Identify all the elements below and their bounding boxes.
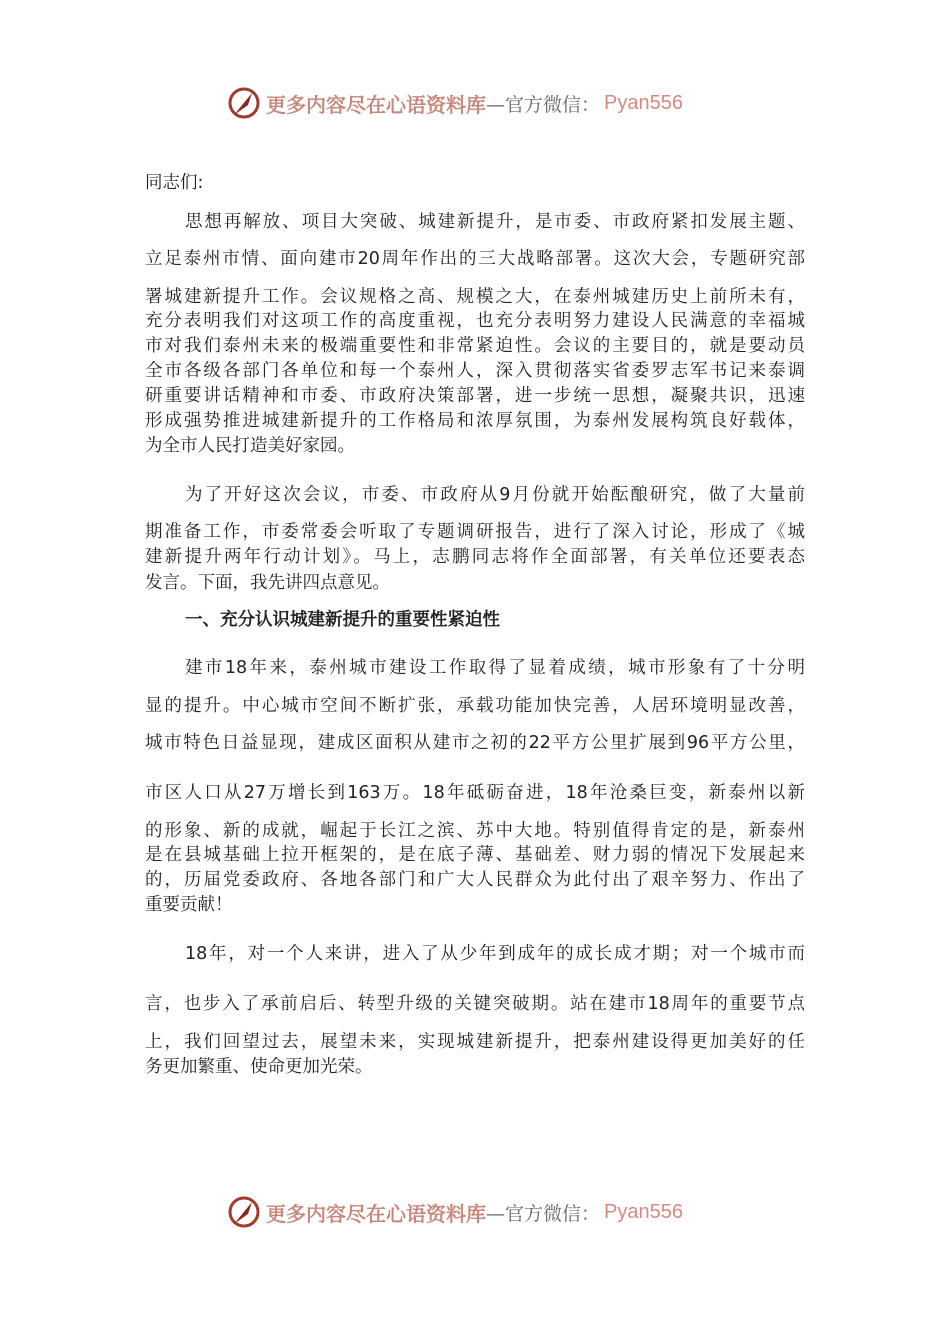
paragraph-line: 全市各级各部门各单位和每一个泰州人，深入贯彻落实省委罗志军书记来泰调 xyxy=(145,361,805,381)
banner-wechat-id: Pyan556 xyxy=(604,1200,683,1223)
paragraph-line: 城市特色日益显现，建成区面积从建市之初的22平方公里扩展到96平方公里， xyxy=(145,733,805,753)
paragraph-line: 的，历届党委政府、各地各部门和广大人民群众为此付出了艰辛努力、作出了 xyxy=(145,870,805,890)
paragraph-line: 言，也步入了承前启后、转型升级的关键突破期。站在建市18周年的重要节点 xyxy=(145,994,805,1014)
paragraph-line: 市区人口从27万增长到163万。18年砥砺奋进，18年沧桑巨变，新泰州以新 xyxy=(145,783,805,803)
footer-banner xyxy=(226,1192,716,1232)
paragraph-line: 的形象、新的成就，崛起于长江之滨、苏中大地。特别值得肯定的是，新泰州 xyxy=(145,821,805,841)
banner-wechat-label: —官方微信： xyxy=(486,1202,601,1225)
quill-logo-icon xyxy=(226,85,262,121)
paragraph-line: 充分表明我们对这项工作的高度重视，也充分表明努力建设人民满意的幸福城 xyxy=(145,311,805,331)
paragraph-line: 研重要讲话精神和市委、市政府决策部署，进一步统一思想，凝聚共识，迅速 xyxy=(145,386,805,406)
paragraph-line: 思想再解放、项目大突破、城建新提升，是市委、市政府紧扣发展主题、 xyxy=(185,212,805,232)
banner-wechat-id: Pyan556 xyxy=(604,91,683,114)
paragraph-line: 18年，对一个人来讲，进入了从少年到成年的成长成才期；对一个城市而 xyxy=(185,944,805,964)
banner-text: 更多内容尽在心语资料库 xyxy=(266,1201,486,1226)
salutation: 同志们: xyxy=(145,173,204,193)
banner-text: 更多内容尽在心语资料库 xyxy=(266,92,486,117)
paragraph-line: 署城建新提升工作。会议规格之高、规模之大，在泰州城建历史上前所未有， xyxy=(145,287,805,307)
paragraph-line: 立足泰州市情、面向建市20周年作出的三大战略部署。这次大会，专题研究部 xyxy=(145,249,805,269)
paragraph-line: 期准备工作，市委常委会听取了专题调研报告，进行了深入讨论，形成了《城 xyxy=(145,522,805,542)
paragraph-line: 建新提升两年行动计划》。马上，志鹏同志将作全面部署，有关单位还要表态 xyxy=(145,547,805,567)
paragraph-line: 为全市人民打造美好家园。 xyxy=(145,436,355,456)
paragraph-line: 市对我们泰州未来的极端重要性和非常紧迫性。会议的主要目的，就是要动员 xyxy=(145,336,805,356)
banner-wechat-label: —官方微信： xyxy=(486,93,601,116)
quill-logo-icon xyxy=(226,1194,262,1230)
header-banner xyxy=(226,83,716,123)
paragraph-line: 建市18年来，泰州城市建设工作取得了显着成绩，城市形象有了十分明 xyxy=(185,658,805,678)
paragraph-line: 上，我们回望过去，展望未来，实现城建新提升，把泰州建设得更加美好的任 xyxy=(145,1032,805,1052)
paragraph-line: 重要贡献！ xyxy=(145,895,233,915)
paragraph-line: 形成强势推进城建新提升的工作格局和浓厚氛围，为泰州发展构筑良好载体， xyxy=(145,411,805,431)
paragraph-line: 是在县城基础上拉开框架的，是在底子薄、基础差、财力弱的情况下发展起来 xyxy=(145,845,805,865)
paragraph-line: 显的提升。中心城市空间不断扩张，承载功能加快完善，人居环境明显改善， xyxy=(145,696,805,716)
section-heading: 一、充分认识城建新提升的重要性紧迫性 xyxy=(185,610,500,630)
paragraph-line: 发言。下面，我先讲四点意见。 xyxy=(145,573,390,593)
paragraph-line: 为了开好这次会议，市委、市政府从9月份就开始酝酿研究，做了大量前 xyxy=(185,485,805,505)
paragraph-line: 务更加繁重、使命更加光荣。 xyxy=(145,1057,373,1077)
